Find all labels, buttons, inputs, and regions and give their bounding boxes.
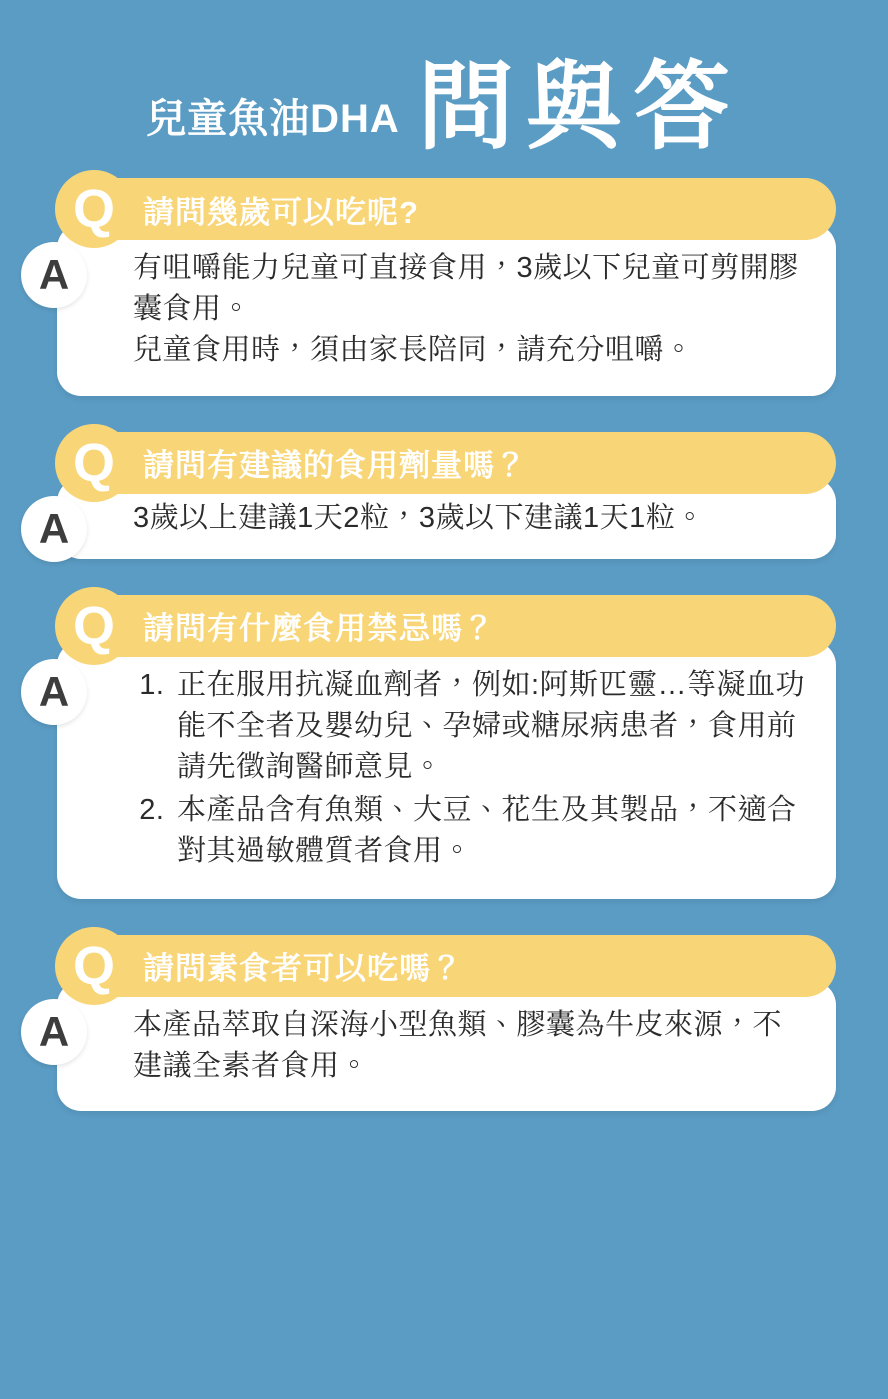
answer-text	[133, 498, 810, 539]
page-header	[0, 0, 888, 164]
page-title: 問與答	[417, 54, 742, 161]
question-text: 請問素食者可以吃嗎？	[143, 951, 463, 987]
faq-item	[0, 178, 888, 396]
answer-card	[38, 981, 836, 1111]
answer-badge-icon: A	[21, 496, 87, 562]
answer-text	[133, 665, 810, 873]
answer-text	[133, 248, 810, 372]
question-bar[interactable]	[57, 935, 836, 997]
answer-line: 本產品萃取自深海小型魚類、膠囊為牛皮來源，不建議全素者食用。	[133, 1008, 783, 1082]
answer-line: 有咀嚼能力兒童可直接食用，3歲以下兒童可剪開膠囊食用。	[133, 252, 799, 326]
answer-line: 兒童食用時，須由家長陪同，請充分咀嚼。	[133, 334, 694, 367]
answer-badge-icon: A	[21, 999, 87, 1065]
question-text: 請問有建議的食用劑量嗎？	[143, 448, 527, 484]
question-badge-icon: Q	[55, 170, 133, 248]
question-badge-icon: Q	[55, 927, 133, 1005]
answer-badge-icon: A	[21, 659, 87, 725]
header-subtitle: 兒童魚油DHA	[146, 97, 400, 141]
answer-ordered-list	[133, 665, 810, 873]
faq-item	[0, 432, 888, 559]
faq-item	[0, 595, 888, 899]
answer-list-item: 2. 本產品含有魚類、大豆、花生及其製品，不適合對其過敏體質者食用。	[173, 790, 810, 872]
question-bar[interactable]	[57, 432, 836, 494]
answer-card	[38, 224, 836, 396]
answer-line: 3歲以上建議1天2粒，3歲以下建議1天1粒。	[133, 501, 705, 534]
answer-list-item: 1. 正在服用抗凝血劑者，例如:阿斯匹靈…等凝血功能不全者及嬰幼兒、孕婦或糖尿病患者，食用前請先徵詢醫師意見。	[173, 665, 810, 789]
answer-badge-icon: A	[21, 242, 87, 308]
answer-card	[38, 641, 836, 899]
faq-list	[0, 164, 888, 1111]
question-bar[interactable]	[57, 178, 836, 240]
question-text: 請問幾歲可以吃呢?	[143, 194, 419, 230]
question-bar[interactable]	[57, 595, 836, 657]
answer-text	[133, 1005, 810, 1087]
question-text: 請問有什麼食用禁忌嗎？	[143, 611, 495, 647]
question-badge-icon: Q	[55, 587, 133, 665]
faq-item	[0, 935, 888, 1111]
question-badge-icon: Q	[55, 424, 133, 502]
